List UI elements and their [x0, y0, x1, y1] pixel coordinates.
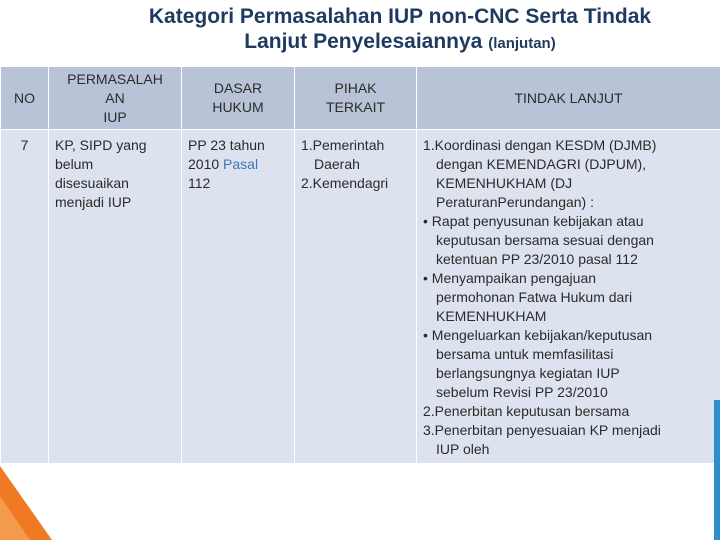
- tindak-line: IUP oleh: [436, 441, 490, 457]
- row-no: 7: [1, 130, 49, 464]
- tindak-bullet: • Rapat penyusunan kebijakan atau: [423, 213, 644, 229]
- header-permasalahan-line-3: IUP: [103, 108, 127, 125]
- decorative-orange-corner-inner: [0, 496, 30, 540]
- row-dasar-hukum: [182, 130, 295, 464]
- permasalahan-line: KP, SIPD yang: [55, 137, 147, 153]
- row-pihak-terkait: [295, 130, 417, 464]
- title-suffix: (lanjutan): [488, 35, 556, 52]
- header-permasalahan-line-1: PERMASALAH: [67, 70, 163, 87]
- pihak-line: Daerah: [314, 156, 360, 172]
- pihak-line: 1.Pemerintah: [301, 137, 385, 153]
- tindak-line: 3.Penerbitan penyesuaian KP menjadi: [423, 422, 661, 438]
- header-permasalahan-line-2: AN: [105, 89, 125, 106]
- header-tindak-lanjut: TINDAK LANJUT: [417, 67, 720, 130]
- table-header-row: [1, 67, 720, 130]
- header-no: NO: [1, 67, 49, 130]
- tindak-line: ketentuan PP 23/2010 pasal 112: [436, 251, 638, 267]
- tindak-line: 1.Koordinasi dengan KESDM (DJMB): [423, 137, 657, 153]
- tindak-bullet: • Mengeluarkan kebijakan/keputusan: [423, 327, 653, 343]
- tindak-line: dengan KEMENDAGRI (DJPUM),: [436, 156, 647, 172]
- permasalahan-line: belum: [55, 156, 94, 172]
- row-permasalahan: [49, 130, 182, 464]
- title-line-2: [90, 29, 710, 56]
- tindak-line: bersama untuk memfasilitasi: [436, 346, 614, 362]
- tindak-line: permohonan Fatwa Hukum dari: [436, 289, 633, 305]
- row-tindak-lanjut: [417, 130, 720, 464]
- tindak-line: KEMENHUKHAM: [436, 308, 547, 324]
- title-line-1: Kategori Permasalahan IUP non-CNC Serta Tindak: [148, 5, 652, 28]
- header-permasalahan: [49, 67, 182, 130]
- dasar-line: 112: [188, 175, 211, 191]
- dasar-line: [188, 155, 288, 174]
- tindak-line: berlangsungnya kegiatan IUP: [436, 365, 620, 381]
- permasalahan-line: menjadi IUP: [55, 194, 132, 210]
- dasar-year: 2010: [188, 156, 220, 172]
- header-pihak-terkait: [295, 67, 417, 130]
- decorative-blue-edge: [714, 400, 720, 540]
- title-line-2-main: Lanjut Penyelesaiannya: [244, 30, 483, 53]
- slide-title: [90, 4, 710, 56]
- dasar-pasal-link[interactable]: Pasal: [223, 156, 259, 172]
- permasalahan-line: disesuaikan: [55, 175, 129, 191]
- tindak-bullet: • Menyampaikan pengajuan: [423, 270, 597, 286]
- tindak-line: 2.Penerbitan keputusan bersama: [423, 403, 630, 419]
- tindak-line: PeraturanPerundangan) :: [436, 194, 594, 210]
- tindak-line: keputusan bersama sesuai dengan: [436, 232, 654, 248]
- dasar-line: PP 23 tahun: [188, 137, 265, 153]
- header-dasar-line-1: DASAR: [213, 80, 263, 96]
- pihak-line: 2.Kemendagri: [301, 175, 389, 191]
- tindak-line: KEMENHUKHAM (DJ: [436, 175, 573, 191]
- tindak-line: sebelum Revisi PP 23/2010: [436, 384, 608, 400]
- header-dasar-hukum: [182, 67, 295, 130]
- table-row: [1, 130, 720, 464]
- header-pihak-line-1: PIHAK: [334, 80, 377, 96]
- header-pihak-line-2: TERKAIT: [325, 99, 386, 115]
- issues-table: [0, 66, 720, 464]
- header-dasar-line-2: HUKUM: [212, 99, 264, 115]
